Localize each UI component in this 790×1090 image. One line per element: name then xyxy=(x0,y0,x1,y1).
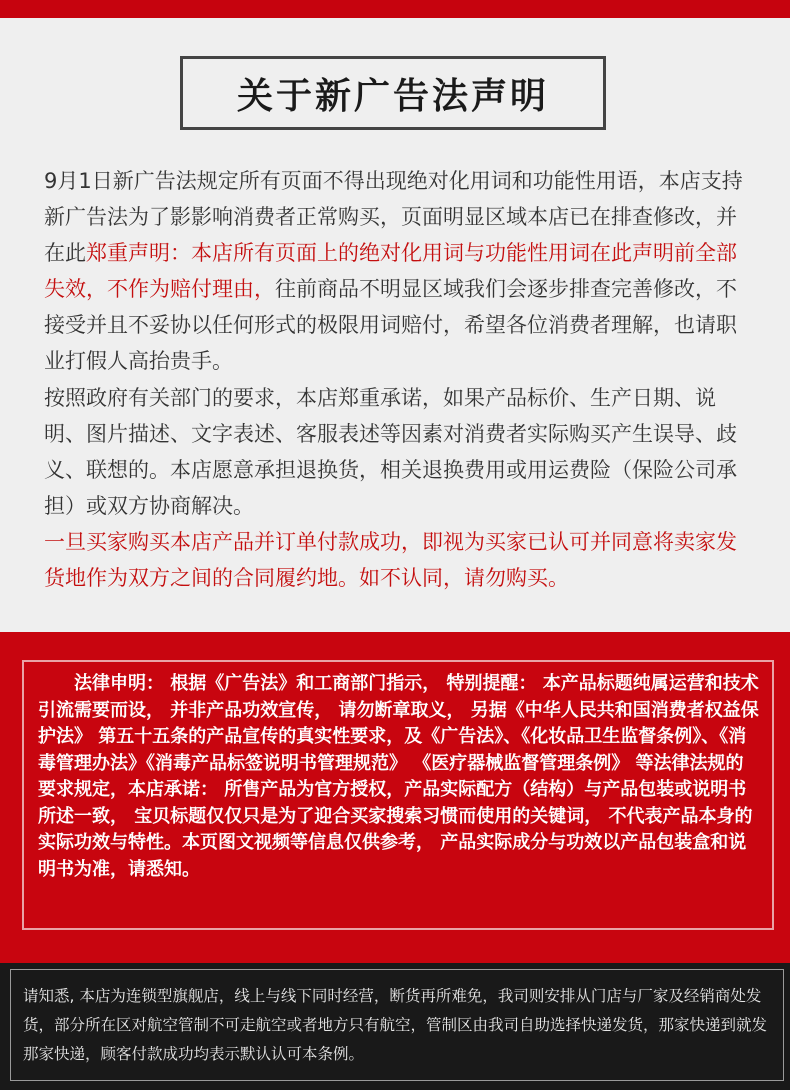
title-box xyxy=(180,56,606,130)
statement-paragraph-3: 一旦买家购买本店产品并订单付款成功，即视为买家已认可并同意将卖家发货地作为双方之间的合同履约地。如不认同，请勿购买。 xyxy=(44,530,737,590)
statement-paragraph-2: 按照政府有关部门的要求，本店郑重承诺，如果产品标价、生产日期、说明、图片描述、文字表述、客服表述等因素对消费者实际购买产生误导、歧义、联想的。本店愿意承担退换货，相关退换费用或用运费险（保险公司承担）或双方协商解决。 xyxy=(44,386,737,518)
shipping-notice-section xyxy=(0,963,790,1090)
legal-notice-text: 法律申明： 根据《广告法》和工商部门指示， 特别提醒： 本产品标题纯属运营和技术引流需要而设， 并非产品功效宣传， 请勿断章取义， 另据《中华人民共和国消费者权益保护法》 第五十五条的产品宣传的真实性要求，及《广告法》、《化妆品卫生监督条例》、《消毒管理办法》《消毒产品标签说明书管理规范》 《医疗器械监督管理条例》 等法律法规的要求规定，本店承诺： 所售产品为官方授权，产品实际配方（结构）与产品包装或说明书所述一致， 宝贝标题仅仅只是为了迎合买家搜索习惯而使用的关键词， 不代表产品本身的实际功效与特性。本页图文视频等信息仅供参考， 产品实际成分与功效以产品包装盒和说明书为准，请悉知。 xyxy=(38,673,759,880)
paragraph-1-text-a: 9月1日新广告法规定所有页面不得出现绝对化用词和功能性用语，本店支持新广告法为了影影响消费者正常购买，页面明显区域本店已在排查修改，并在此 xyxy=(44,169,743,265)
page-title: 关于新广告法声明 xyxy=(236,75,549,117)
statement-paragraph-1 xyxy=(44,163,750,379)
paragraph-1-text-b: 往前商品不明显区域我们会逐步排查完善修改，不接受并且不妥协以任何形式的极限用词赔付，希望各位消费者理解，也请职业打假人高抬贵手。 xyxy=(44,277,737,373)
legal-section xyxy=(0,632,790,963)
top-red-bar xyxy=(0,0,790,18)
legal-box xyxy=(22,660,774,930)
paragraph-1-highlight: 郑重声明：本店所有页面上的绝对化用词与功能性用词在此声明前全部失效，不作为赔付理由， xyxy=(44,241,737,301)
statement-section xyxy=(0,18,790,632)
shipping-notice-text: 请知悉, 本店为连锁型旗舰店，线上与线下同时经营，断货再所难免，我司则安排从门店与厂家及经销商处发货，部分所在区对航空管制不可走航空或者地方只有航空，管制区由我司自助选择快递发货，那家快递到就发那家快递，顾客付款成功均表示默认认可本条例。 xyxy=(23,987,768,1063)
notice-box xyxy=(10,969,784,1081)
